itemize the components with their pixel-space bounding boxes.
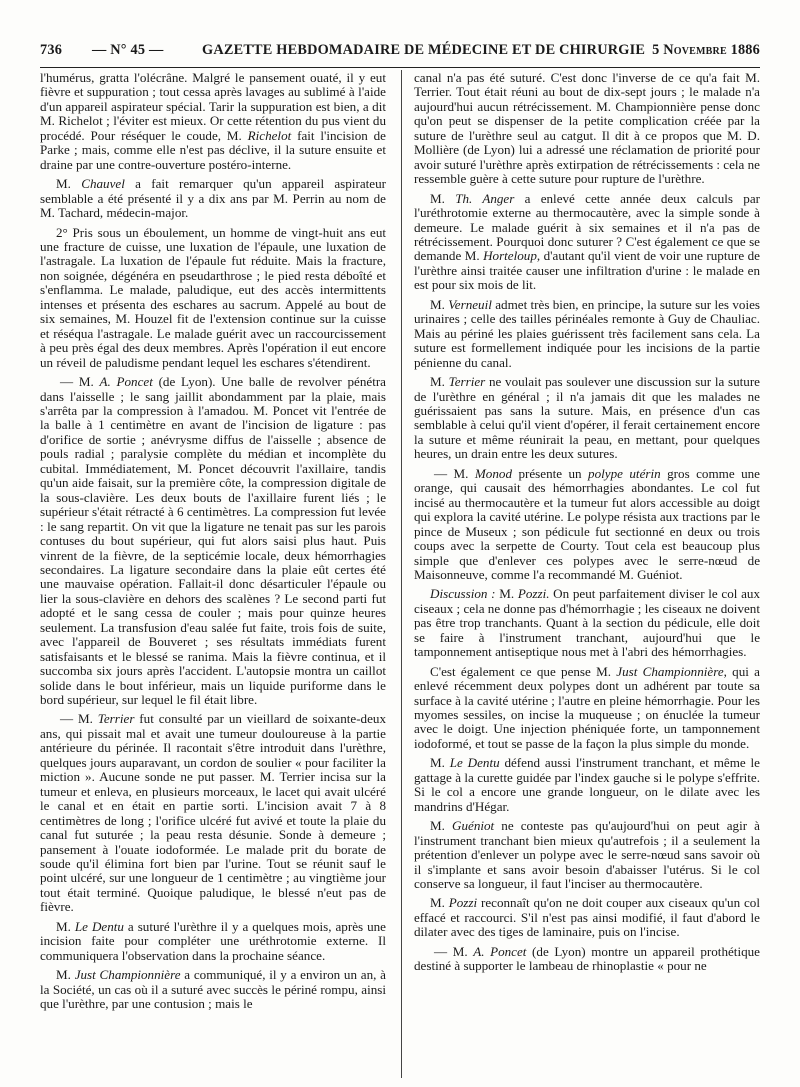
paragraph: M. Le Dentu a suturé l'urèthre il y a quelques mois, après une incision faite pour compléter une uréthrotomie externe. Il communiquera l'observation dans la prochaine séance. [40,918,386,963]
paragraph: — M. Monod présente un polype utérin gros comme une orange, qui causait des hémorrhagies abondantes. Le col fut incisé au thermocautère et la tumeur fut alors accessible au doigt qui explora la cavité utérine. Le polype résista aux tractions par le pince de Museux ; son pédicule fut sectionné en deux ou trois coups avec la serpette de Courty. Tout cela est beaucoup plus simple que d'enlever ces polypes avec le serre-nœud de Maisonneuve, comme l'a recommandé M. Guéniot. [414,465,760,582]
paragraph: M. Th. Anger a enlevé cette année deux calculs par l'uréthrotomie externe au thermocautère, avec la simple sonde à demeure. Le malade guérit à six semaines et il n'a pas de rétrécissement. Pourquoi donc suturer ? C'est également ce que se demande M. Horteloup, d'autant qu'il vient de voir une rupture de l'urèthre ainsi traitée causer une infiltration d'urine : le malade en est pour six mois de lit. [414,190,760,293]
paragraph: l'humérus, gratta l'olécrâne. Malgré le pansement ouaté, il y eut fièvre et suppuration ; tout cessa après lavages au sublimé à l'aide d'un appareil aspirateur spécial. Tarir la suppuration est bien, a dit M. Richelot ; l'éviter est mieux. Or cette rétention du pus vient du procédé. Pour réséquer le coude, M. Richelot fait l'incision de Parke ; mais, comme elle n'est pas déclive, il la suture ensuite et draine par une contre-ouverture postéro-interne. [40,71,386,172]
paragraph: canal n'a pas été suturé. C'est donc l'inverse de ce qu'a fait M. Terrier. Tout était réuni au bout de dix-sept jours ; le malade n'a aujourd'hui aucun rétrécissement. M. Championnière pense donc qu'on peut se dispenser de la petite complication créée par la suture de l'urèthre seul au catgut. Il dit à ce propos que M. D. Mollière (de Lyon) lui a adressé une réclamation de priorité pour avoir suturé l'urèthre après extirpation de rétrécissements : cela ne ressemble guère à cette suture pour rupture de l'urèthre. [414,71,760,187]
paragraph: M. Just Championnière a communiqué, il y a environ un an, à la Société, un cas où il a suturé avec succès le périné rompu, ainsi que l'urèthre, par une contusion ; mais le [40,967,386,1012]
paragraph: 2° Pris sous un éboulement, un homme de vingt-huit ans eut une fracture de cuisse, une luxation de l'épaule, une luxation de l'astragale. La luxation de l'épaule fut réduite. Mais la fracture, non soignée, dégénéra en pseudarthrose ; le pied resta déboîté et s'enflamma. Le malade, paludique, eut des accès intermittents intenses et présenta des eschares au sacrum. Appelé au bout de six semaines, M. Houzel fit de l'extension continue sur la cuisse et réséqua l'astragale. Le malade guérit avec un raccourcissement à peu près égal des deux membres. Après l'opération il eut encore un réveil de paludisme pendant lequel les eschares s'étendirent. [40,224,386,370]
journal-title: GAZETTE HEBDOMADAIRE DE MÉDECINE ET DE CHIRURGIE [202,42,646,58]
left-column [40,71,386,1076]
paragraph: M. Verneuil admet très bien, en principe, la suture sur les voies urinaires ; celle des tailles périnéales remonte à Guy de Chauliac. Mais au périné les plaies guérissent très facilement sans cela. La suture est formellement indiquée pour les incisions de la partie pénienne du canal. [414,296,760,370]
paragraph: M. Guéniot ne conteste pas qu'aujourd'hui on peut agir à l'instrument tranchant bien mieux qu'autrefois ; il a seulement la prétention d'enlever un polype avec le serre-nœud sans savoir où il s'implante et sans avoir besoin d'abaisser l'utérus. Si le col conserve sa longueur, il faut l'inciser au thermocautère. [414,818,760,892]
paragraph: — M. Terrier fut consulté par un vieillard de soixante-deux ans, qui pissait mal et avait une tumeur douloureuse à la partie antérieure du périnée. Il racontait s'être introduit dans l'urèthre, quelques jours auparavant, un cordon de soulier « pour faciliter la miction ». Aucune sonde ne put passer. M. Terrier incisa sur la tumeur et enleva, en plusieurs morceaux, le lacet qui avait ulcéré le canal et en était en partie sorti. L'incision avait 7 à 8 centimètres de long ; l'orifice ulcéré fut avivé et toute la plaie du canal fut suturée ; la peau resta désunie. Sonde à demeure ; pansement à l'ouate iodoformée. Le malade prit du borate de soude qu'il élimina fort bien par l'urine. Tout se réunit sauf le point ulcéré, sur une longueur de 1 centimètre ; au vingtième jour tout était terminé. Quoique paludique, le blessé n'eut pas de fièvre. [40,711,386,915]
issue-number: — N° 45 — [92,42,164,58]
right-column [414,71,760,1076]
issue-date: 5 Novembre 1886 [652,42,760,58]
page-number: 736 [40,42,63,58]
paragraph: M. Terrier ne voulait pas soulever une discussion sur la suture de l'urèthre en général ; il n'a jamais dit que les malades ne guérissaient pas sans la suture. Mais, en présence d'un cas semblable à celui qu'il vient d'opérer, il ferait certainement encore la suture et même réunirait la peau, en mettant, pour quelques heures, un drain entre les deux sutures. [414,374,760,462]
paragraph: M. Pozzi reconnaît qu'on ne doit couper aux ciseaux qu'un col effacé et raccourci. S'il n'est pas ainsi modifié, il faut d'abord le dilater avec des tiges de laminaire, puis on l'incise. [414,895,760,940]
column-divider [401,70,402,1078]
paragraph: — M. A. Poncet (de Lyon). Une balle de revolver pénétra dans l'aisselle ; le sang jaillit abondamment par la plaie, mais s'arrêta par la compression à l'amadou. M. Poncet vit l'entrée de la balle à 1 centimètre en avant de l'incision de ligature : pas d'orifice de sortie ; anévrysme diffus de l'aisselle ; absence de pouls radial ; paralysie complète du médian et incomplète du cubital. Immédiatement, M. Poncet découvrit l'axillaire, tandis qu'un aide faisait, sur la première côte, la compression digitale de la sous-clavière. Les deux bouts de l'axillaire furent liés ; le supérieur s'était rétracté à 6 centimètres. La compression fut levée : le sang repartit. On vit que la ligature ne tenait pas sur les parois contuses du bout supérieur, qui fut alors saisi plus haut. Puis vinrent de la fièvre, de la septicémie locale, deux hémorrhagies secondaires. La ligature secondaire dans la plaie eût certes été une mauvaise opération. Fallait-il donc désarticuler l'épaule ou lier la sous-clavière en dehors des scalènes ? Le second parti fut adopté et le sang cessa de couler ; mais pour quinze heures seulement. La transfusion d'eau salée fut faite, trois fois de suite, avec l'appareil de Bouveret ; ses résultats immédiats furent satisfaisants et le blessé se ranima. Mais la fièvre continua, et il succomba six jours après l'accident. L'autopsie montra un caillot solide dans le bout inférieur, mais un liquide puriforme dans le bord supérieur, sur lequel le fil était libre. [40,374,386,708]
paragraph: — M. A. Poncet (de Lyon) montre un appareil prothétique destiné à supporter le lambeau de rhinoplastie « pour ne [414,943,760,974]
header-rule [40,67,760,68]
paragraph: M. Chauvel a fait remarquer qu'un appareil aspirateur semblable a été présenté il y a dix ans par M. Perrin au nom de M. Tachard, médecin-major. [40,176,386,221]
paragraph: Discussion : M. Pozzi. On peut parfaitement diviser le col aux ciseaux ; cela ne donne pas d'hémorrhagie ; les ciseaux ne doivent pas être trop tranchants. Quant à la section du pédicule, elle doit se faire à l'instrument tranchant, aujourd'hui que le tamponnement antiseptique nous met à l'abri des hémorrhagies. [414,586,760,660]
paragraph: C'est également ce que pense M. Just Championnière, qui a enlevé récemment deux polypes dont un adhérent par toute sa surface à la cavité utérine ; l'autre en pleine hémorrhagie. Pour les myomes sessiles, on incise la muqueuse ; on énuclée la tumeur avec le doigt. Une injection phéniquée forte, un tamponnement iodoformé, et tout se passe de la façon la plus simple du monde. [414,663,760,751]
running-header [40,42,760,64]
paragraph: M. Le Dentu défend aussi l'instrument tranchant, et même le gattage à la curette guidée par l'index gauche si le polype s'effrite. Si le col a encore une grande longueur, on le dilate avec les mandrins d'Hégar. [414,755,760,814]
